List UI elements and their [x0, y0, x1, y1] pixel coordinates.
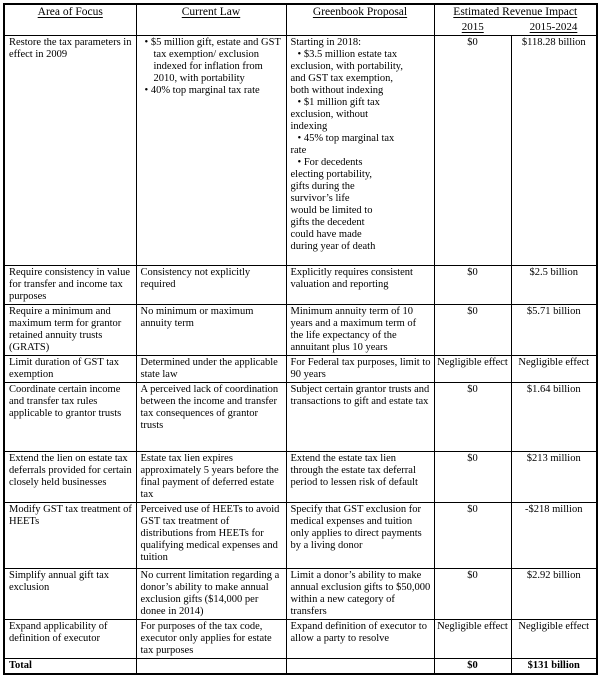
cell-revenue-2015: $0	[434, 305, 511, 356]
cell-area-of-focus: Coordinate certain income and transfer tax rules applicable to grantor trusts	[4, 383, 136, 452]
table-row	[4, 356, 597, 383]
cell-current-law: Determined under the applicable state law	[136, 356, 286, 383]
cell-area-of-focus: Limit duration of GST tax exemption	[4, 356, 136, 383]
bullet-item: • $3.5 million estate tax exclusion, with portability, and GST tax exemption, both without indexing	[291, 49, 405, 97]
column-header-area-of-focus	[4, 4, 136, 36]
cell-area-of-focus: Modify GST tax treatment of HEETs	[4, 503, 136, 569]
bullet-item: • For decedents electing portability, gifts during the survivor’s life would be limited to gifts the decedent could have made during year of death	[291, 157, 405, 253]
bullet-item: • 45% top marginal tax rate	[291, 133, 405, 157]
greenbook-proposal-table	[3, 3, 598, 675]
cell-greenbook-proposal: Subject certain grantor trusts and transactions to gift and estate tax	[286, 383, 434, 452]
cell-revenue-2015: $0	[434, 503, 511, 569]
column-header-label: Current Law	[181, 6, 241, 18]
column-header-2015	[434, 20, 511, 36]
cell-empty	[286, 659, 434, 675]
cell-revenue-2015-2024: $2.5 billion	[511, 266, 597, 305]
column-header-current-law	[136, 4, 286, 36]
cell-revenue-2015: $0	[434, 36, 511, 266]
cell-current-law: No current limitation regarding a donor’s ability to make annual exclusion gifts ($14,000 per donee in 2014)	[136, 569, 286, 620]
table-row	[4, 620, 597, 659]
cell-revenue-2015: $0	[434, 383, 511, 452]
cell-current-law: No minimum or maximum annuity term	[136, 305, 286, 356]
column-header-label: Greenbook Proposal	[312, 6, 408, 18]
cell-revenue-2015: $0	[434, 266, 511, 305]
cell-total-revenue-2015-2024: $131 billion	[511, 659, 597, 675]
cell-total-label: Total	[4, 659, 136, 675]
table-row	[4, 569, 597, 620]
column-header-greenbook-proposal	[286, 4, 434, 36]
cell-revenue-2015-2024: $2.92 billion	[511, 569, 597, 620]
cell-revenue-2015: $0	[434, 452, 511, 503]
table-row	[4, 266, 597, 305]
column-header-label: 2015	[461, 21, 484, 33]
cell-current-law: Consistency not explicitly required	[136, 266, 286, 305]
cell-greenbook-proposal	[286, 36, 434, 266]
table-row	[4, 36, 597, 266]
cell-area-of-focus: Extend the lien on estate tax deferrals provided for certain closely held businesses	[4, 452, 136, 503]
table-row	[4, 503, 597, 569]
cell-empty	[136, 659, 286, 675]
cell-revenue-2015: Negligible effect	[434, 620, 511, 659]
cell-greenbook-proposal: Explicitly requires consistent valuation and reporting	[286, 266, 434, 305]
cell-revenue-2015-2024: -$218 million	[511, 503, 597, 569]
header-row	[4, 4, 597, 20]
greenbook-intro: Starting in 2018:	[290, 37, 362, 48]
cell-revenue-2015-2024: $118.28 billion	[511, 36, 597, 266]
cell-area-of-focus: Require consistency in value for transfer and income tax purposes	[4, 266, 136, 305]
cell-revenue-2015: Negligible effect	[434, 356, 511, 383]
cell-current-law: A perceived lack of coordination between the income and transfer tax consequences of grantor trusts	[136, 383, 286, 452]
cell-area-of-focus: Restore the tax parameters in effect in 2009	[4, 36, 136, 266]
column-header-label: Estimated Revenue Impact	[453, 6, 578, 18]
table-row	[4, 383, 597, 452]
column-header-estimated-revenue-impact	[434, 4, 597, 20]
bullet-item: • 40% top marginal tax rate	[141, 85, 283, 97]
cell-revenue-2015: $0	[434, 569, 511, 620]
cell-revenue-2015-2024: Negligible effect	[511, 356, 597, 383]
table-row	[4, 452, 597, 503]
bullet-item: • $1 million gift tax exclusion, without indexing	[291, 97, 405, 133]
cell-revenue-2015-2024: $1.64 billion	[511, 383, 597, 452]
cell-revenue-2015-2024: Negligible effect	[511, 620, 597, 659]
cell-area-of-focus: Simplify annual gift tax exclusion	[4, 569, 136, 620]
cell-greenbook-proposal: Extend the estate tax lien through the estate tax deferral period to lessen risk of default	[286, 452, 434, 503]
cell-current-law: Perceived use of HEETs to avoid GST tax treatment of distributions from HEETs for qualifying medical expenses and tuition	[136, 503, 286, 569]
cell-total-revenue-2015: $0	[434, 659, 511, 675]
cell-revenue-2015-2024: $213 million	[511, 452, 597, 503]
column-header-label: 2015-2024	[529, 21, 578, 33]
cell-revenue-2015-2024: $5.71 billion	[511, 305, 597, 356]
cell-current-law	[136, 36, 286, 266]
cell-greenbook-proposal: Minimum annuity term of 10 years and a maximum term of the life expectancy of the annuitant plus 10 years	[286, 305, 434, 356]
table-row	[4, 305, 597, 356]
total-row	[4, 659, 597, 675]
column-header-2015-2024	[511, 20, 597, 36]
cell-current-law: Estate tax lien expires approximately 5 years before the final payment of deferred estate tax	[136, 452, 286, 503]
cell-greenbook-proposal: Limit a donor’s ability to make annual exclusion gifts to $50,000 within a new category of transfers	[286, 569, 434, 620]
column-header-label: Area of Focus	[37, 6, 103, 18]
cell-area-of-focus: Require a minimum and maximum term for grantor retained annuity trusts (GRATS)	[4, 305, 136, 356]
cell-area-of-focus: Expand applicability of definition of executor	[4, 620, 136, 659]
bullet-item: • $5 million gift, estate and GST tax exemption/ exclusion indexed for inflation from 2010, with portability	[141, 37, 283, 85]
cell-greenbook-proposal: For Federal tax purposes, limit to 90 years	[286, 356, 434, 383]
cell-current-law: For purposes of the tax code, executor only applies for estate tax purposes	[136, 620, 286, 659]
cell-greenbook-proposal: Expand definition of executor to allow a party to resolve	[286, 620, 434, 659]
cell-greenbook-proposal: Specify that GST exclusion for medical expenses and tuition only applies to direct payments by a living donor	[286, 503, 434, 569]
